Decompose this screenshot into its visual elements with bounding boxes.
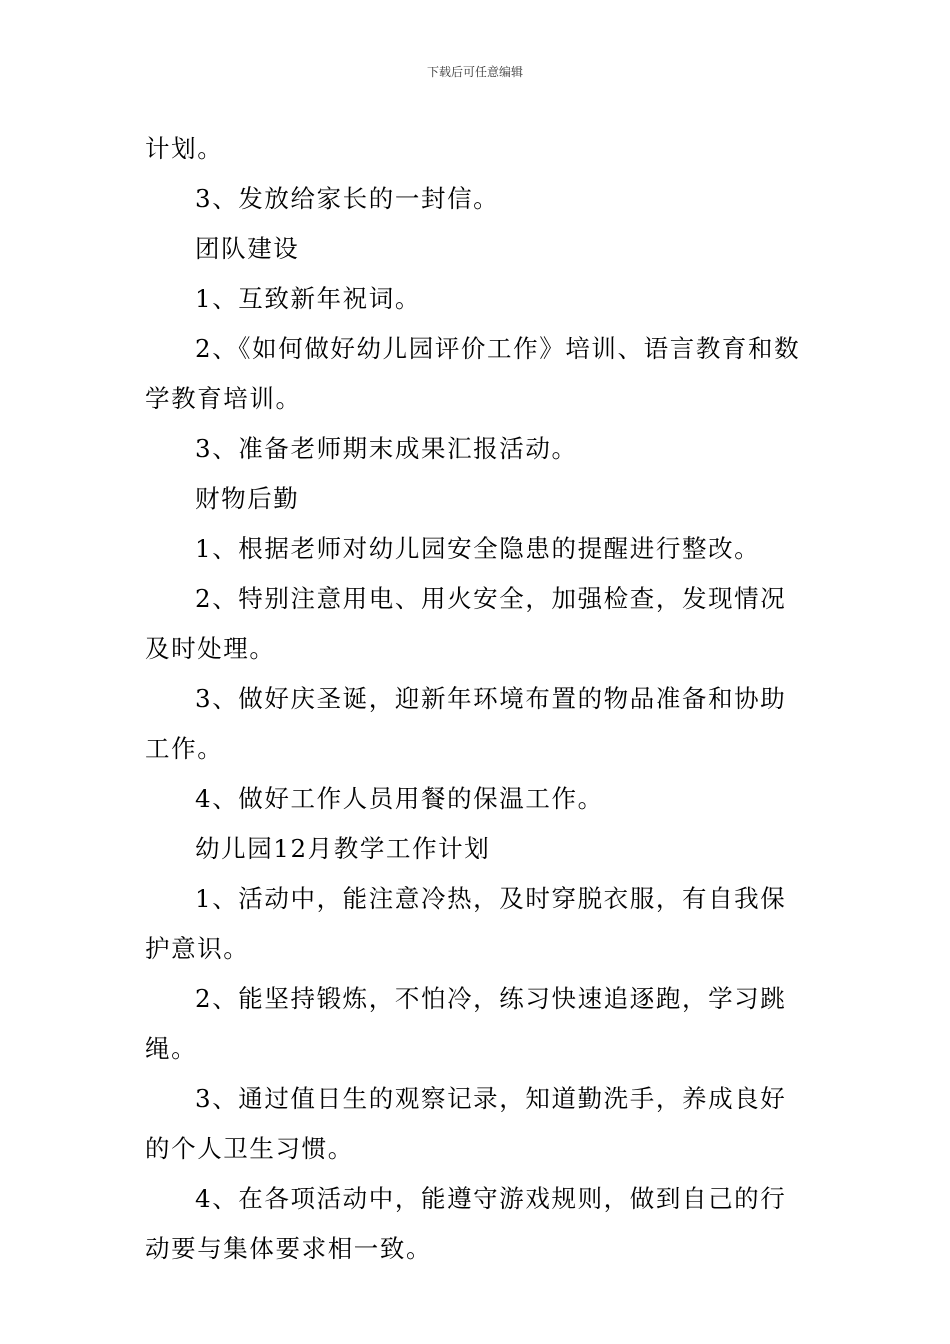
section-heading-logistics: 财物后勤 bbox=[195, 484, 300, 513]
paragraph-item: 3、发放给家长的一封信。 bbox=[195, 184, 500, 213]
paragraph-item: 1、活动中，能注意冷热，及时穿脱衣服，有自我保护意识。 bbox=[145, 884, 787, 963]
paragraph-continuation: 计划。 bbox=[145, 134, 224, 163]
paragraph-item: 3、准备老师期末成果汇报活动。 bbox=[195, 434, 578, 463]
paragraph-item: 1、互致新年祝词。 bbox=[195, 284, 421, 313]
paragraph-item: 4、在各项活动中，能遵守游戏规则，做到自己的行动要与集体要求相一致。 bbox=[145, 1184, 787, 1263]
paragraph-item: 2、能坚持锻炼，不怕冷，练习快速追逐跑，学习跳绳。 bbox=[145, 984, 787, 1063]
paragraph-item: 2、特别注意用电、用火安全，加强检查，发现情况及时处理。 bbox=[145, 584, 787, 663]
paragraph-item: 2、《如何做好幼儿园评价工作》培训、语言教育和数学教育培训。 bbox=[145, 334, 801, 413]
section-heading-teaching-plan: 幼儿园12月教学工作计划 bbox=[195, 834, 491, 863]
paragraph-item: 1、根据老师对幼儿园安全隐患的提醒进行整改。 bbox=[195, 534, 761, 563]
paragraph-item: 4、做好工作人员用餐的保温工作。 bbox=[195, 784, 604, 813]
paragraph-item: 3、做好庆圣诞，迎新年环境布置的物品准备和协助工作。 bbox=[145, 684, 787, 763]
section-heading-team-building: 团队建设 bbox=[195, 234, 300, 263]
document-body bbox=[145, 124, 810, 1274]
page-header: 下载后可任意编辑 bbox=[426, 65, 523, 79]
paragraph-item: 3、通过值日生的观察记录，知道勤洗手，养成良好的个人卫生习惯。 bbox=[145, 1084, 787, 1163]
